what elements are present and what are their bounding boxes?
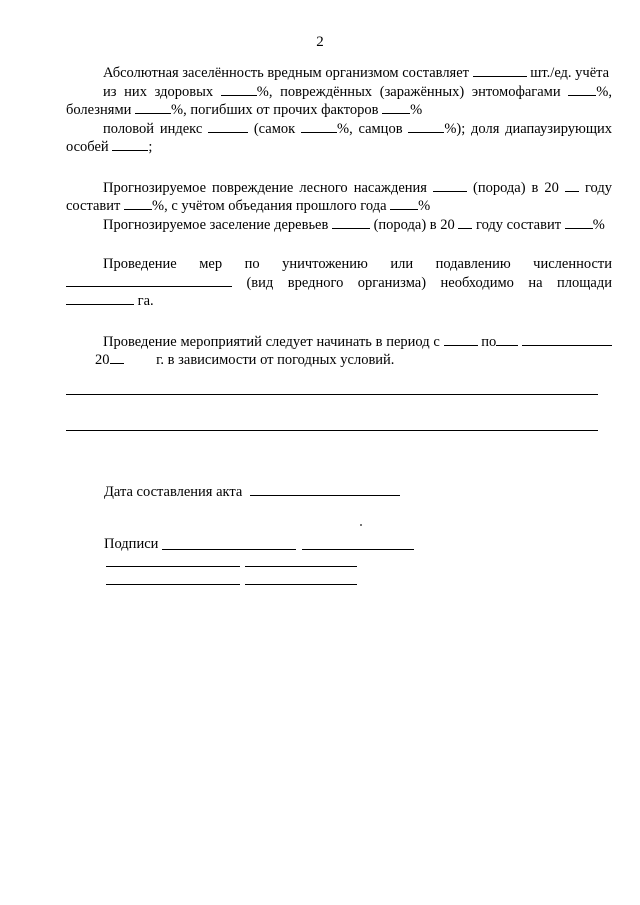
period-to-label: по [481,333,497,350]
last-year-label: %, с учётом объедания прошлого года [152,198,387,214]
date-label: Дата составления акта [104,484,243,500]
signature-line-2b[interactable] [245,566,357,567]
date-blank[interactable] [250,483,400,496]
signatures-block [104,536,158,553]
females-label: (самок [253,120,296,137]
signature-line-3a[interactable] [106,584,240,585]
weather-condition-label: г. в зависимости от погодных условий. [156,352,395,368]
signature-line-2a[interactable] [106,566,240,567]
paragraph-healthy [66,83,612,120]
disease-label: болезнями [66,102,132,118]
males-blank[interactable] [408,120,444,133]
other-factors-percent: % [410,102,423,118]
page-number: 2 [316,34,324,50]
healthy-blank[interactable] [221,83,257,96]
other-factors-label: %, погибших от прочих факторов [171,102,379,118]
signature-line-1a[interactable] [162,549,296,550]
will-be-label: составит [66,198,121,214]
diapause-label: %); доля диапаузирующих [444,120,613,137]
disease-blank[interactable] [135,101,171,114]
last-year-blank[interactable] [390,197,418,210]
abundance-unit: шт./ед. учёта [530,65,610,81]
entomophage-label: %, повреждённых (заражённых) энтомофагами [256,83,561,100]
paragraph-abundance [66,64,612,83]
paragraph-sex-index [66,120,612,157]
damage-forecast-label: Прогнозируемое повреждение лесного насаждения [103,179,427,196]
sex-index-label: половой индекс [103,120,203,137]
date-block [104,483,400,501]
males-label: %, самцов [336,120,403,137]
period-year-blank[interactable] [110,351,124,364]
colonization-species-blank[interactable] [332,216,370,229]
damage-percent-blank[interactable] [124,197,152,210]
colonization-percent: % [592,216,605,233]
pest-species-blank[interactable] [66,274,232,287]
start-period-label: Проведение мероприятий следует начинать в период с [103,333,440,350]
individuals-label: особей [66,139,109,155]
healthy-label: из них здоровых [103,83,214,100]
pest-species-label: (вид вредного организма) необходимо на площади [246,274,612,291]
paragraph-colonization-forecast [66,216,612,235]
year-prefix: 20 [95,352,110,368]
paragraph-damage-forecast [66,179,612,216]
area-blank[interactable] [66,292,134,305]
diapause-blank[interactable] [112,138,148,151]
other-factors-blank[interactable] [382,101,410,114]
abundance-blank[interactable] [473,64,527,77]
sex-index-blank[interactable] [208,120,248,133]
hectares-label: га. [137,293,154,309]
speck [360,524,362,526]
females-blank[interactable] [301,120,337,133]
entomophage-percent: %, [596,83,613,100]
period-to-blank-2[interactable] [522,333,612,346]
control-measures-label: Проведение мер по уничтожению или подавлению численности [103,256,612,272]
period-from-blank[interactable] [444,333,478,346]
colonization-year-label: (порода) в 20 [373,216,455,233]
period-to-blank[interactable] [496,333,518,346]
year-blank[interactable] [565,179,579,192]
paragraph-control-measures [66,256,612,311]
abundance-text: Абсолютная заселённость вредным организмом составляет [103,65,469,81]
species-year-label: (порода) в 20 [472,179,559,196]
colonization-percent-blank[interactable] [565,216,593,229]
act-body [66,64,612,370]
colonization-year-blank[interactable] [458,216,472,229]
colonization-label: Прогнозируемое заселение деревьев [103,216,329,233]
entomophage-blank[interactable] [568,83,596,96]
paragraph-start-period [66,333,612,370]
underline-row-1[interactable] [66,394,598,395]
colonization-result-label: году составит [476,216,562,233]
signature-line-1b[interactable] [302,549,414,550]
last-year-percent: % [418,198,431,214]
semicolon: ; [148,139,153,155]
underline-row-2[interactable] [66,430,598,431]
signatures-label: Подписи [104,536,159,552]
year-label: году [584,179,612,196]
signature-line-3b[interactable] [245,584,357,585]
tree-species-blank[interactable] [433,179,467,192]
